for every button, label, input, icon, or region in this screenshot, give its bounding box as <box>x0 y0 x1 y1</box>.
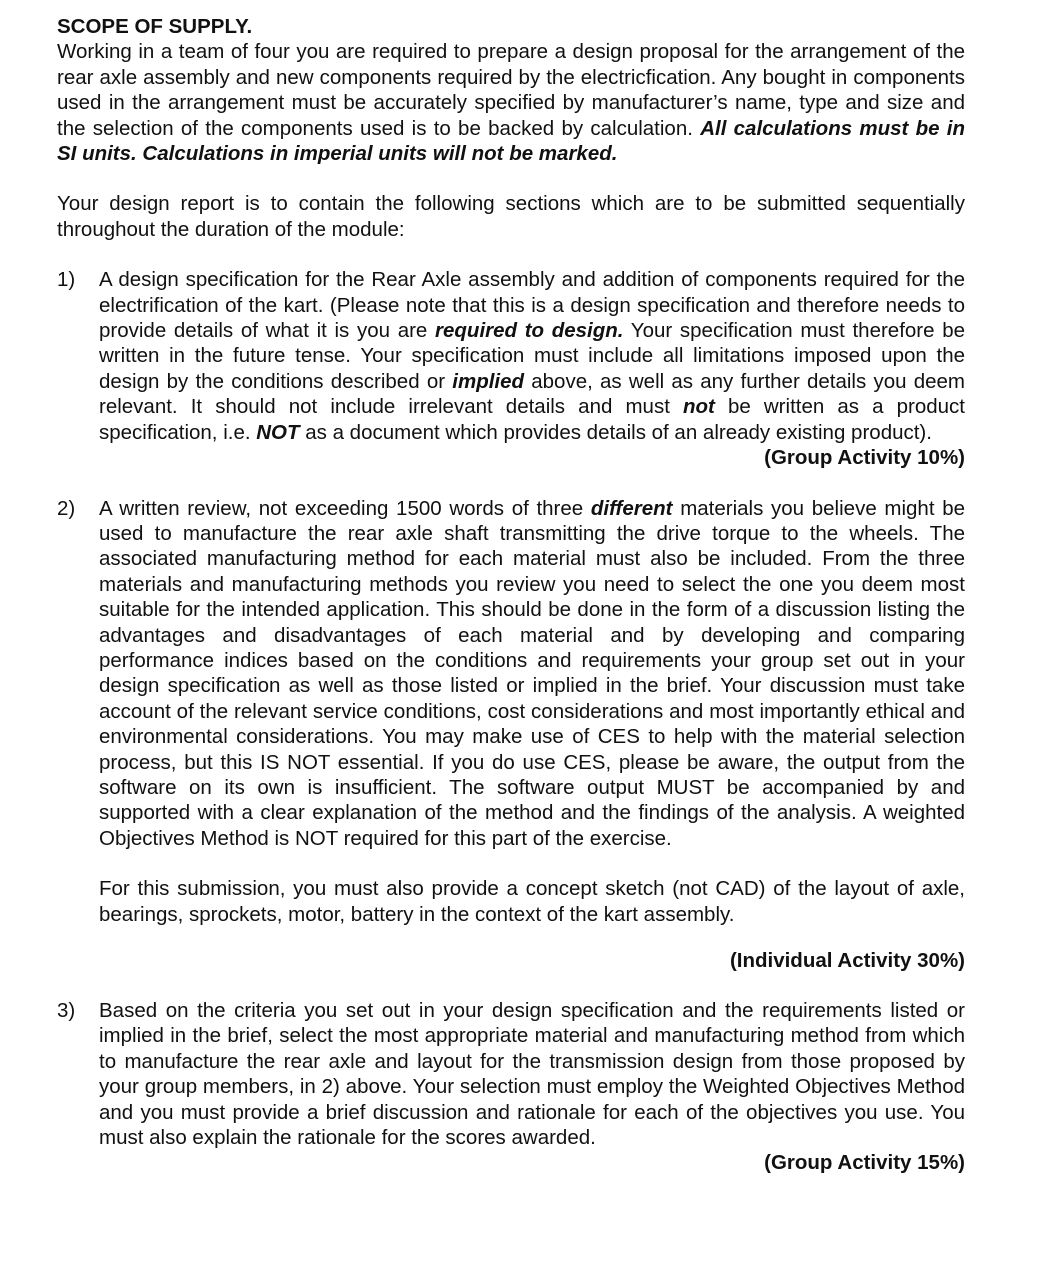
item-number: 1) <box>57 268 76 292</box>
item-body <box>99 267 965 445</box>
section-heading: SCOPE OF SUPPLY. <box>57 15 253 38</box>
item-emphasis: required to design. <box>435 319 624 343</box>
report-intro-paragraph: Your design report is to contain the following sections which are to be submitted sequentially throughout the duration of the module: <box>57 192 965 241</box>
activity-label: (Individual Activity 30%) <box>729 948 965 972</box>
item-sub-paragraph: For this submission, you must also provide a concept sketch (not CAD) of the layout of axle, bearings, sprockets, motor, battery in the context of the kart assembly. <box>99 877 965 926</box>
activity-label: (Group Activity 15%) <box>764 1151 965 1175</box>
item-emphasis: not <box>683 395 715 419</box>
list-item-1 <box>57 267 965 470</box>
intro-emphasis: All calculations must be in SI units. Calculations in imperial units will not be marked. <box>57 116 965 166</box>
item-text-segment: be written as a product specification, i.e. <box>99 395 965 444</box>
item-text-segment: as a document which provides details of an already existing product). <box>299 420 932 444</box>
item-text-segment: A written review, not exceeding 1500 words of three <box>99 496 591 520</box>
activity-label: (Group Activity 10%) <box>764 446 965 470</box>
item-number: 3) <box>57 998 76 1022</box>
sections-list <box>57 267 965 1176</box>
document-page <box>57 14 965 1176</box>
list-item-3 <box>57 998 965 1176</box>
item-body: Based on the criteria you set out in your design specification and the requirements listed or implied in the brief, select the most appropriate material and manufacturing method from which to manufacture the rear axle and layout for the transmission design from those proposed by your group members, in 2) above. Your selection must employ the Weighted Objectives Method and you must provide a brief discussion and rationale for each of the objectives you use. You must also explain the rationale for the scores awarded. <box>99 998 965 1149</box>
list-item-2 <box>57 496 965 973</box>
item-emphasis: different <box>590 496 673 520</box>
item-text-segment: A design specification for the Rear Axle assembly and addition of components required for the electrification of the kart. (Please note that this is a design specification and therefore needs to provide details of what it is you are <box>99 268 965 343</box>
item-number: 2) <box>57 496 76 520</box>
item-body <box>99 496 965 852</box>
item-text-segment: Your specification must therefore be written in the future tense. Your specification must include all limitations imposed upon the design by the conditions described or <box>99 319 965 393</box>
item-text-segment: above, as well as any further details you deem relevant. It should not include irrelevant details and must <box>99 369 965 419</box>
intro-paragraph <box>57 39 965 166</box>
item-emphasis: NOT <box>256 420 300 444</box>
intro-text: Working in a team of four you are required to prepare a design proposal for the arrangement of the rear axle assembly and new components required by the electricfication. Any bought in components used in the arrangement must be accurately specified by manufacturer’s name, type and size and the selection of the components used is to be backed by calculation. <box>57 40 965 140</box>
item-text-segment: materials you believe might be used to manufacture the rear axle shaft transmitting the drive torque to the wheels. The associated manufacturing method for each material must also be included. From the three materials and manufacturing methods you review you need to select the one you deem most suitable for the intended application. This should be done in the form of a discussion listing the advantages and disadvantages of each material and by developing and comparing performance indices based on the conditions and requirements your group set out in your design specification as well as those listed or implied in the brief. Your discussion must take account of the relevant service conditions, cost considerations and most importantly ethical and environmental considerations. You may make use of CES to help with the material selection process, but this IS NOT essential. If you do use CES, please be aware, the output from the software on its own is insufficient. The software output MUST be accompanied by and supported with a clear explanation of the method and the findings of the analysis. A weighted Objectives Method is NOT required for this part of the exercise. <box>99 496 965 850</box>
item-emphasis: implied <box>452 369 525 393</box>
